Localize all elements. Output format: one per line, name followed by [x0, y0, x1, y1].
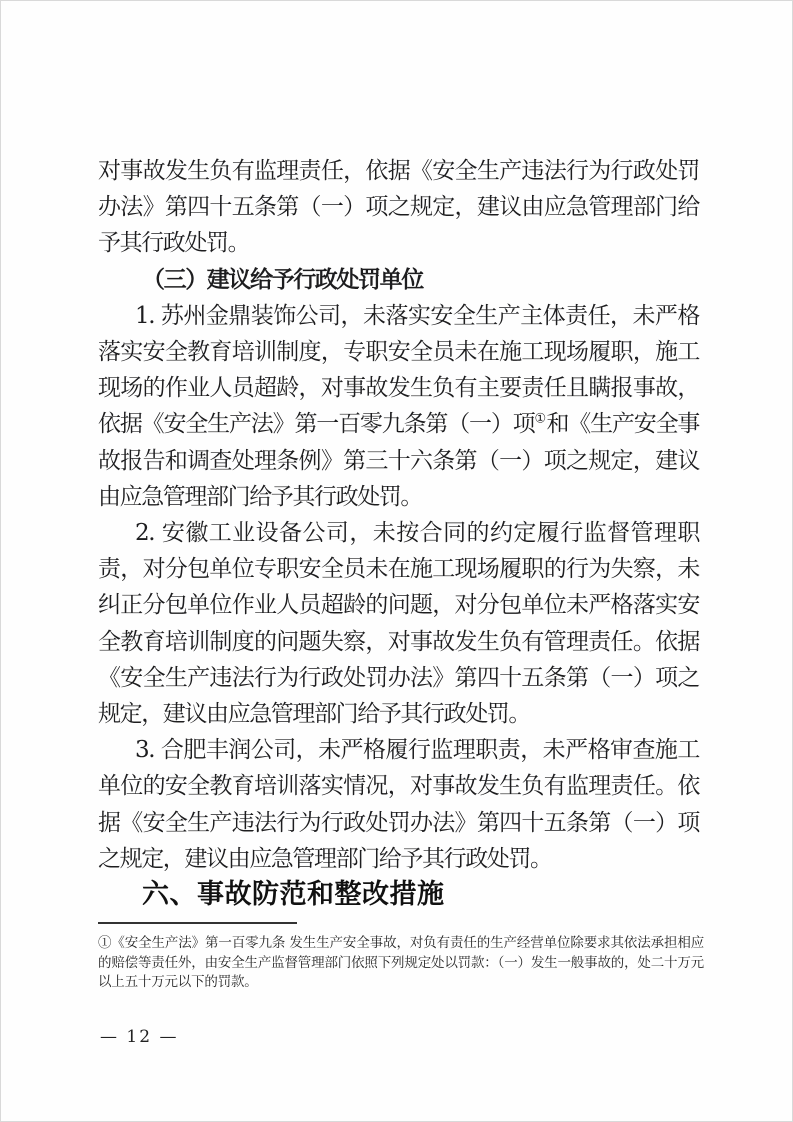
paragraph-item-1	[98, 298, 699, 515]
footnote-separator-rule	[98, 922, 297, 924]
footnote-ref-mark: ①	[534, 411, 547, 427]
paragraph-item-3: 3. 合肥丰润公司，未严格履行监理职责，未严格审查施工单位的安全教育培训落实情况，对事故发生负有监理责任。依据《安全生产违法行为行政处罚办法》第四十五条第（一）项之规定，建议由应急管理部门给予其行政处罚。	[98, 737, 699, 872]
page-body	[98, 153, 699, 913]
page-number: — 12 —	[100, 1027, 179, 1047]
section-heading: 六、事故防范和整改措施	[142, 879, 445, 911]
footnote-area	[98, 922, 704, 993]
paragraph-continuation: 对事故发生负有监理责任，依据《安全生产违法行为行政处罚办法》第四十五条第（一）项之规定，建议由应急管理部门给予其行政处罚。	[98, 158, 699, 257]
item1-text-after-ref: 和《生产安全事故报告和调查处理条例》第三十六条第（一）项之规定，建议由应急管理部门给予其行政处罚。	[98, 411, 699, 510]
footnote-text	[98, 934, 704, 993]
paragraph-item-2: 2. 安徽工业设备公司，未按合同的约定履行监督管理职责，对分包单位专职安全员未在施工现场履职的行为失察，未纠正分包单位作业人员超龄的问题，对分包单位未严格落实安全教育培训制度的问题失察，对事故发生负有管理责任。依据《安全生产违法行为行政处罚办法》第四十五条第（一）项之规定，建议由应急管理部门给予其行政处罚。	[98, 520, 699, 728]
item1-text-before-ref: 1. 苏州金鼎装饰公司，未落实安全生产主体责任，未严格落实安全教育培训制度，专职安全员未在施工现场履职，施工现场的作业人员超龄，对事故发生负有主要责任且瞒报事故，依据《安全生产法》第一百零九条第（一）项	[98, 302, 699, 438]
footnote-marker: ①	[98, 935, 112, 951]
subsection-heading: （三）建议给予行政处罚单位	[142, 265, 423, 293]
footnote-body: 《安全生产法》第一百零九条 发生生产安全事故，对负有责任的生产经营单位除要求其依法承担相应的赔偿等责任外，由安全生产监督管理部门依照下列规定处以罚款：（一）发生一般事故的，处二十万元以上五十万元以下的罚款。	[98, 935, 704, 990]
